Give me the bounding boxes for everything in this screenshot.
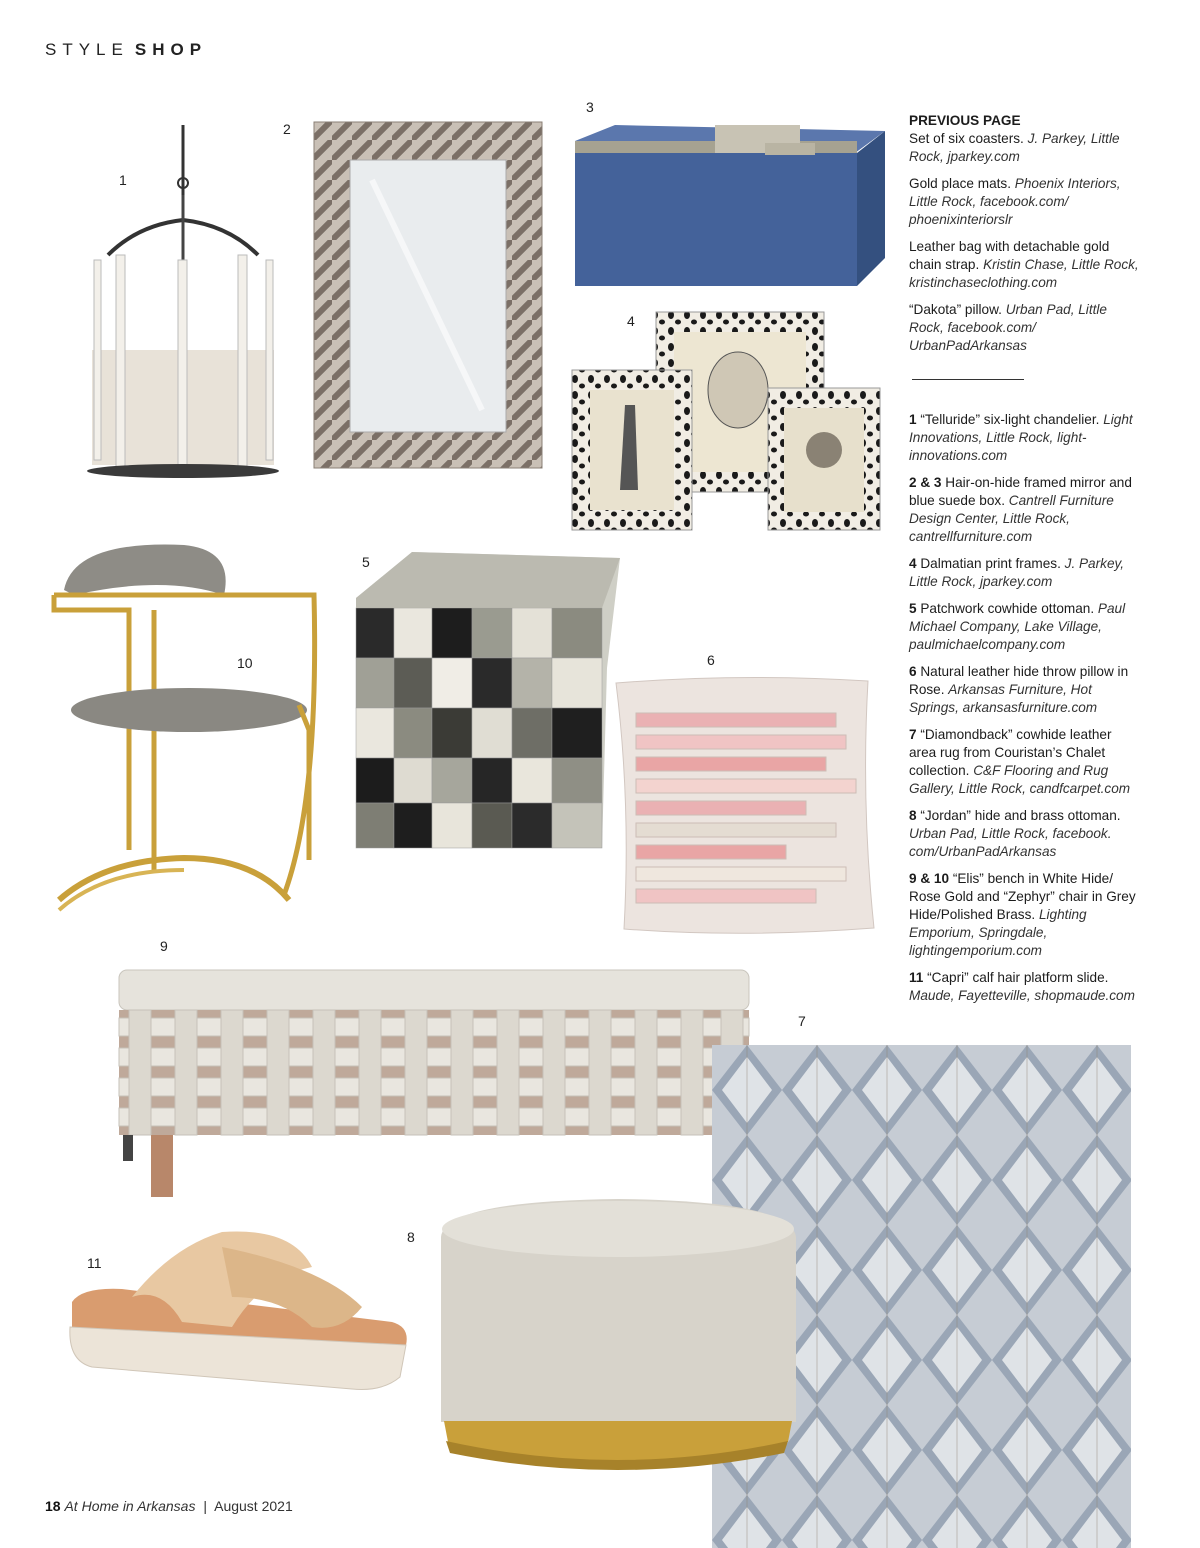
chandelier-icon [78, 125, 288, 485]
item-number-2: 2 [283, 121, 291, 137]
header-style: STYLE [45, 40, 129, 59]
credit-previous-4: “Dakota” pillow. Urban Pad, Little Rock, facebook.com/ UrbanPadArkansas [909, 302, 1107, 353]
footer-separator: | [203, 1498, 207, 1514]
item-number-3: 3 [586, 99, 594, 115]
credits-sidebar [909, 112, 1141, 1014]
issue-date: August 2021 [214, 1498, 293, 1514]
box-icon [575, 123, 885, 288]
credit-item-9-10: 9 & 10 “Elis” bench in White Hide/ Rose Gold and “Zephyr” chair in Grey Hide/Polished Brass. Lighting Emporium, Springdale, lightingemporium.com [909, 871, 1136, 958]
previous-page-heading: PREVIOUS PAGE [909, 113, 1021, 128]
page-number: 18 [45, 1498, 61, 1514]
item-number-1: 1 [119, 172, 127, 188]
credit-previous-3: Leather bag with detachable gold chain strap. Kristin Chase, Little Rock, kristinchaseclothing.com [909, 239, 1139, 290]
credit-previous-1: Set of six coasters. J. Parkey, Little Rock, jparkey.com [909, 131, 1120, 164]
picture-frames-icon [570, 310, 882, 532]
mirror-icon [312, 120, 544, 470]
divider [912, 379, 1024, 380]
credit-previous-2: Gold place mats. Phoenix Interiors, Little Rock, facebook.com/ phoenixinteriorslr [909, 176, 1121, 227]
bench-icon [115, 950, 755, 1200]
pillow-icon [606, 673, 876, 935]
publication-name: At Home in Arkansas [64, 1498, 196, 1514]
item-number-4: 4 [627, 313, 635, 329]
item-number-8: 8 [407, 1229, 415, 1245]
item-number-6: 6 [707, 652, 715, 668]
sandal-icon [62, 1227, 412, 1397]
credit-item-5: 5 Patchwork cowhide ottoman. Paul Michael Company, Lake Village, paulmichaelcompany.com [909, 601, 1126, 652]
credit-item-8: 8 “Jordan” hide and brass ottoman. Urban Pad, Little Rock, facebook. com/UrbanPadArkansas [909, 808, 1121, 859]
credit-item-7: 7 “Diamondback” cowhide leather area rug from Couristan’s Chalet collection. C&F Flooring and Rug Gallery, Little Rock, candfcarpet.com [909, 727, 1131, 796]
round-ottoman-icon [436, 1197, 800, 1472]
credit-item-1: 1 “Telluride” six-light chandelier. Light Innovations, Little Rock, light-innovations.com [909, 412, 1133, 463]
item-number-5: 5 [362, 554, 370, 570]
item-number-11: 11 [87, 1255, 102, 1271]
credit-item-6: 6 Natural leather hide throw pillow in Rose. Arkansas Furniture, Hot Springs, arkansasfurniture.com [909, 664, 1129, 715]
credit-item-4: 4 Dalmatian print frames. J. Parkey, Little Rock, jparkey.com [909, 556, 1125, 589]
chair-icon [44, 540, 326, 920]
ottoman-icon [352, 548, 620, 858]
header-shop: SHOP [134, 40, 208, 59]
item-number-9: 9 [160, 938, 168, 954]
item-number-7: 7 [798, 1013, 806, 1029]
section-header [45, 40, 207, 60]
credit-item-11: 11 “Capri” calf hair platform slide. Maude, Fayetteville, shopmaude.com [909, 970, 1135, 1003]
credit-item-2-3: 2 & 3 Hair-on-hide framed mirror and blue suede box. Cantrell Furniture Design Center, Little Rock, cantrellfurniture.com [909, 475, 1132, 544]
item-number-10: 10 [237, 655, 253, 671]
page-footer [45, 1498, 293, 1514]
